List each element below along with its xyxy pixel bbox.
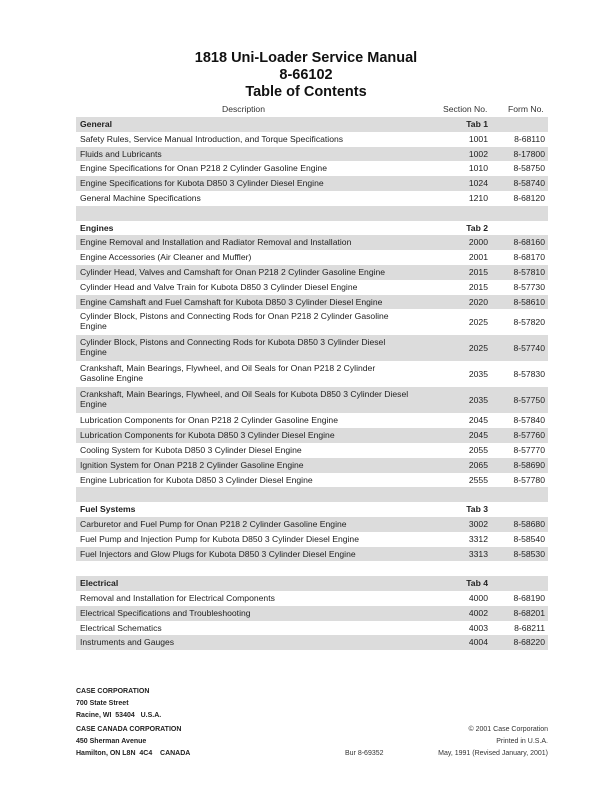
description-cell: Cylinder Block, Pistons and Connecting Rods for Onan P218 2 Cylinder Gasoline Engine [80,311,389,331]
toc-row [76,517,548,532]
form-number-cell: 8-58680 [513,518,545,529]
form-number-cell: 8-68211 [514,622,545,633]
description-cell: Engine Specifications for Kubota D850 3 Cylinder Diesel Engine [80,178,324,189]
section-number-cell: 2001 [468,252,488,263]
section-number-cell: 2045 [468,415,488,426]
description-cell: Crankshaft, Main Bearings, Flywheel, and Oil Seals for Kubota D850 3 Cylinder Diesel Engine [80,389,409,409]
description-cell: Cylinder Head, Valves and Camshaft for Onan P218 2 Cylinder Gasoline Engine [80,266,386,277]
section-number-cell: 2000 [468,237,488,248]
section-number-cell: 1024 [468,178,488,189]
section-number-cell: Tab 1 [466,119,488,129]
description-cell: General [80,119,113,129]
section-number-cell: 4000 [468,592,488,603]
canada-street: 450 Sherman Avenue [76,738,147,745]
description-cell: General Machine Specifications [80,192,201,203]
section-number-cell: 3312 [468,533,488,544]
toc-row [76,591,548,606]
printed-in: Printed in U.S.A. [496,738,548,745]
toc-row [76,361,548,387]
manual-number: 8-66102 [279,67,333,83]
toc-heading: Table of Contents [245,84,367,100]
description-cell: Electrical Schematics [80,622,162,633]
us-company-name: CASE CORPORATION [76,688,150,695]
description-cell: Cylinder Head and Valve Train for Kubota D850 3 Cylinder Diesel Engine [80,281,358,292]
spacer-row [76,487,548,502]
spacer-row [76,206,548,221]
form-number-cell: 8-68170 [513,252,545,263]
form-number-cell: 8-57740 [513,343,545,354]
section-number-cell: 2045 [468,430,488,441]
canada-company-name: CASE CANADA CORPORATION [76,726,182,733]
section-number-cell: 2015 [468,281,488,292]
form-number-cell: 8-68110 [514,133,545,144]
toc-row [76,280,548,295]
description-cell: Instruments and Gauges [80,637,175,648]
column-header-description: Description [222,104,265,114]
section-number-cell: 1002 [468,148,488,159]
section-header-row [76,117,548,132]
toc-row [76,250,548,265]
section-header-row [76,502,548,517]
form-number-cell: 8-58610 [513,296,545,307]
toc-row [76,335,548,361]
form-number-cell: 8-57730 [513,281,545,292]
copyright: © 2001 Case Corporation [468,726,548,733]
form-number-cell: 8-57780 [513,474,545,485]
toc-row [76,443,548,458]
form-number-cell: 8-68220 [513,637,545,648]
us-city: Racine, WI 53404 U.S.A. [76,712,162,719]
toc-row [76,621,548,636]
section-number-cell: 2015 [468,266,488,277]
section-number-cell: 2025 [468,317,488,328]
description-cell: Safety Rules, Service Manual Introduction, and Torque Specifications [80,133,344,144]
us-street: 700 State Street [76,700,129,707]
form-number-cell: 8-57810 [513,266,545,277]
toc-row [76,295,548,310]
section-number-cell: Tab 4 [466,578,488,589]
description-cell: Carburetor and Fuel Pump for Onan P218 2 Cylinder Gasoline Engine [80,518,347,529]
toc-table [76,117,548,650]
description-cell: Removal and Installation for Electrical Components [80,592,275,603]
section-number-cell: 2555 [468,474,488,485]
section-number-cell: 1001 [468,133,488,144]
description-cell: Fuel Injectors and Glow Plugs for Kubota D850 3 Cylinder Diesel Engine [80,548,356,559]
toc-row [76,413,548,428]
form-number-cell: 8-58750 [513,163,545,174]
description-cell: Lubrication Components for Onan P218 2 Cylinder Gasoline Engine [80,415,338,426]
section-number-cell: 4004 [468,637,488,648]
form-number-cell: 8-57830 [513,369,545,380]
description-cell: Engine Specifications for Onan P218 2 Cylinder Gasoline Engine [80,163,327,174]
description-cell: Fuel Pump and Injection Pump for Kubota D850 3 Cylinder Diesel Engine [80,533,359,544]
toc-row [76,265,548,280]
document-title [0,50,612,101]
description-cell: Fuel Systems [80,504,136,515]
section-number-cell: 1210 [468,192,488,203]
copyright-block [438,724,548,760]
column-header-form: Form No. [508,104,544,114]
section-number-cell: Tab 3 [466,504,488,515]
form-number-cell: 8-58690 [513,459,545,470]
toc-row [76,458,548,473]
toc-row [76,428,548,443]
us-address [76,686,161,722]
toc-row [76,309,548,335]
toc-row [76,547,548,562]
form-number-cell: 8-58540 [513,533,545,544]
description-cell: Engines [80,222,114,233]
section-number-cell: 2035 [468,369,488,380]
spacer-row [76,561,548,576]
section-number-cell: 4002 [468,607,488,618]
description-cell: Engine Accessories (Air Cleaner and Muffler) [80,252,252,263]
toc-row [76,387,548,413]
section-number-cell: 1010 [468,163,488,174]
section-number-cell: 3002 [468,518,488,529]
toc-row [76,532,548,547]
form-number-cell: 8-57820 [513,317,545,328]
section-number-cell: 2035 [468,395,488,406]
description-cell: Electrical [80,578,119,589]
description-cell: Engine Camshaft and Fuel Camshaft for Kubota D850 3 Cylinder Diesel Engine [80,296,383,307]
description-cell: Crankshaft, Main Bearings, Flywheel, and Oil Seals for Onan P218 2 Cylinder Gasoline Engine [80,363,376,383]
form-number-cell: 8-57750 [513,395,545,406]
toc-row [76,473,548,488]
form-number-cell: 8-68120 [513,192,545,203]
toc-row [76,235,548,250]
description-cell: Cylinder Block, Pistons and Connecting Rods for Kubota D850 3 Cylinder Diesel Engine [80,337,386,357]
description-cell: Lubrication Components for Kubota D850 3 Cylinder Diesel Engine [80,430,335,441]
section-number-cell: 2055 [468,444,488,455]
form-number-cell: 8-57840 [513,415,545,426]
bur-number: Bur 8-69352 [345,750,384,757]
form-number-cell: 8-68160 [513,237,545,248]
form-number-cell: 8-17800 [513,148,545,159]
description-cell: Fluids and Lubricants [80,148,162,159]
form-number-cell: 8-57770 [513,444,545,455]
section-number-cell: 2025 [468,343,488,354]
form-number-cell: 8-68190 [513,592,545,603]
description-cell: Ignition System for Onan P218 2 Cylinder Gasoline Engine [80,459,304,470]
canada-city: Hamilton, ON L8N 4C4 CANADA [76,750,191,757]
toc-row [76,161,548,176]
description-cell: Electrical Specifications and Troubleshooting [80,607,251,618]
column-header-section: Section No. [443,104,488,114]
canada-address [76,724,190,760]
section-number-cell: 4003 [468,622,488,633]
toc-row [76,132,548,147]
section-number-cell: 2065 [468,459,488,470]
form-number-cell: 8-68201 [513,607,545,618]
toc-row [76,635,548,650]
description-cell: Engine Removal and Installation and Radiator Removal and Installation [80,237,352,248]
section-header-row [76,576,548,591]
form-number-cell: 8-58740 [513,178,545,189]
form-number-cell: 8-58530 [513,548,545,559]
description-cell: Cooling System for Kubota D850 3 Cylinder Diesel Engine [80,444,302,455]
section-header-row [76,221,548,236]
section-number-cell: 3313 [468,548,488,559]
manual-title: 1818 Uni-Loader Service Manual [194,50,418,66]
toc-row [76,176,548,191]
section-number-cell: Tab 2 [466,222,488,233]
toc-row [76,606,548,621]
description-cell: Engine Lubrication for Kubota D850 3 Cylinder Diesel Engine [80,474,313,485]
revision-date: May, 1991 (Revised January, 2001) [438,750,548,757]
toc-row [76,191,548,206]
form-number-cell: 8-57760 [513,430,545,441]
toc-row [76,147,548,162]
section-number-cell: 2020 [468,296,488,307]
